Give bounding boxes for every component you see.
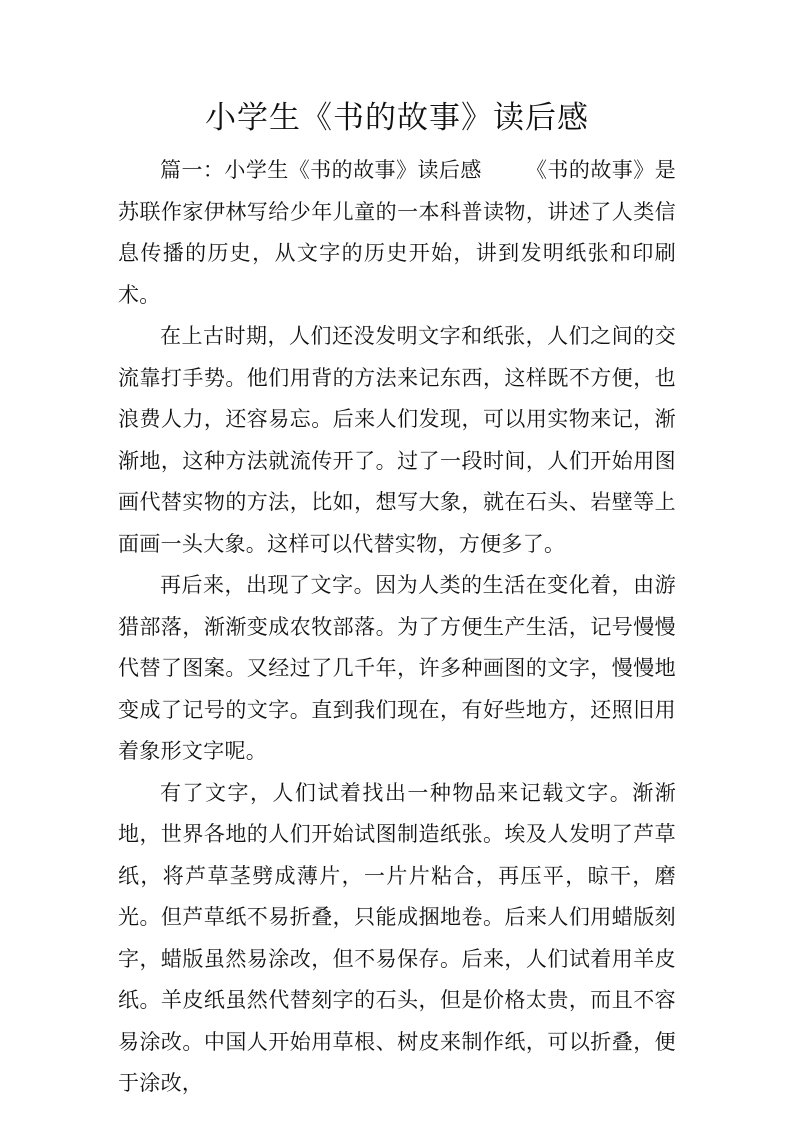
paragraph-2: 在上古时期，人们还没发明文字和纸张，人们之间的交流靠打手势。他们用背的方法来记东西，这样既不方便，也浪费人力，还容易忘。后来人们发现，可以用实物来记，渐渐地，这种方法就流传开了。过了一段时间，人们开始用图画代替实物的方法，比如，想写大象，就在石头、岩壁等上面画一头大象。这样可以代替实物，方便多了。 <box>118 324 676 556</box>
paragraph-3: 再后来，出现了文字。因为人类的生活在变化着，由游猎部落，渐渐变成农牧部落。为了方便生产生活，记号慢慢代替了图案。又经过了几千年，许多种画图的文字，慢慢地变成了记号的文字。直到我们现在，有好些地方，还照旧用着象形文字呢。 <box>118 573 676 763</box>
paragraph-4: 有了文字，人们试着找出一种物品来记载文字。渐渐地，世界各地的人们开始试图制造纸张。埃及人发明了芦草纸，将芦草茎劈成薄片，一片片粘合，再压平，晾干，磨光。但芦草纸不易折叠，只能成捆地卷。后来人们用蜡版刻字，蜡版虽然易涂改，但不易保存。后来，人们试着用羊皮纸。羊皮纸虽然代替刻字的石头，但是价格太贵，而且不容易涂改。中国人开始用草根、树皮来制作纸，可以折叠，便于涂改， <box>118 780 676 1095</box>
document-body <box>118 150 676 1105</box>
document-title: 小学生《书的故事》读后感 <box>205 100 589 136</box>
paragraph-1-text: 《书的故事》是苏联作家伊林写给少年儿童的一本科普读物，讲述了人类信息传播的历史，从文字的历史开始，讲到发明纸张和印刷术。 <box>118 158 676 307</box>
paragraph-1 <box>118 150 676 316</box>
paragraph-1-lead: 篇一：小学生《书的故事》读后感 <box>160 158 482 182</box>
